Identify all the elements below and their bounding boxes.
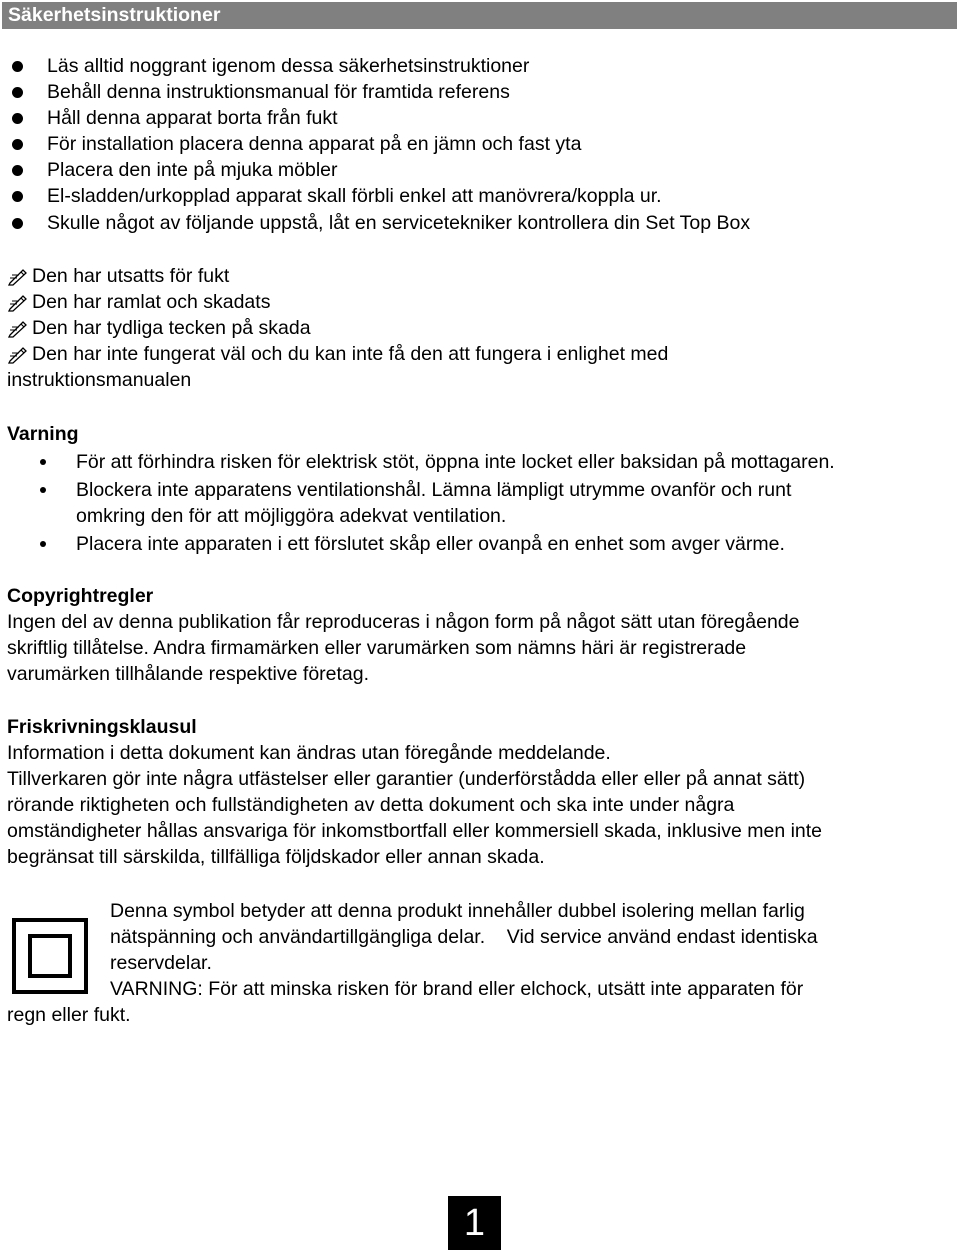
list-item: El-sladden/urkopplad apparat skall förbli enkel att manövrera/koppla ur. (47, 185, 662, 207)
paragraph-line: VARNING: För att minska risken för brand eller elchock, utsätt inte apparaten för (110, 978, 804, 1000)
paragraph-line: varumärken tillhålande respektive företag. (7, 663, 370, 685)
list-item: Håll denna apparat borta från fukt (47, 107, 338, 129)
paragraph-line: regn eller fukt. (7, 1004, 131, 1026)
bullet-icon (12, 113, 23, 124)
copyright-heading: Copyrightregler (7, 585, 154, 607)
disclaimer-heading: Friskrivningsklausul (7, 716, 197, 738)
section-title: Säkerhetsinstruktioner (2, 2, 957, 29)
paragraph-line: Tillverkaren gör inte några utfästelser eller garantier (underförstådda eller eller på annat sätt) (7, 768, 806, 790)
list-item: Behåll denna instruktionsmanual för framtida referens (47, 81, 510, 103)
pen-icon (8, 266, 30, 286)
paragraph-line: reservdelar. (110, 952, 212, 974)
paragraph-line: rörande riktigheten och fullständigheten av detta dokument och ska inte under några (7, 794, 735, 816)
paragraph-line: Ingen del av denna publikation får reproduceras i någon form på något sätt utan föregående (7, 611, 800, 633)
list-item: Placera inte apparaten i ett förslutet skåp eller ovanpå en enhet som avger värme. (76, 533, 785, 555)
pen-icon (8, 292, 30, 312)
bullet-icon (12, 165, 23, 176)
list-item: Blockera inte apparatens ventilationshål. Lämna lämpligt utrymme ovanför och runt (76, 479, 792, 501)
list-item-continuation: omkring den för att möjliggöra adekvat ventilation. (76, 505, 507, 527)
list-item: Den har inte fungerat väl och du kan inte få den att fungera i enlighet med (32, 343, 669, 365)
bullet-icon (12, 87, 23, 98)
list-item: Läs alltid noggrant igenom dessa säkerhetsinstruktioner (47, 55, 530, 77)
bullet-icon (12, 191, 23, 202)
bullet-icon (40, 487, 46, 493)
warning-heading: Varning (7, 423, 79, 445)
list-item: Den har utsatts för fukt (32, 265, 230, 287)
list-item: För installation placera denna apparat på en jämn och fast yta (47, 133, 582, 155)
pen-icon (8, 344, 30, 364)
paragraph-line: skriftlig tillåtelse. Andra firmamärken eller varumärken som nämns häri är registrerade (7, 637, 747, 659)
paragraph-line: Denna symbol betyder att denna produkt innehåller dubbel isolering mellan farlig (110, 900, 805, 922)
paragraph-line: begränsat till särskilda, tillfälliga följdskador eller annan skada. (7, 846, 545, 868)
list-item: Den har tydliga tecken på skada (32, 317, 311, 339)
double-insulation-inner-square (28, 934, 72, 978)
paragraph-line: nätspänning och användartillgängliga delar. Vid service använd endast identiska (110, 926, 818, 948)
bullet-icon (40, 541, 46, 547)
bullet-icon (40, 459, 46, 465)
bullet-icon (12, 218, 23, 229)
pen-icon (8, 318, 30, 338)
list-item: Placera den inte på mjuka möbler (47, 159, 338, 181)
list-item: För att förhindra risken för elektrisk stöt, öppna inte locket eller baksidan på mottagaren. (76, 451, 835, 473)
list-item-continuation: instruktionsmanualen (7, 369, 192, 391)
bullet-icon (12, 139, 23, 150)
bullet-icon (12, 61, 23, 72)
list-item: Skulle något av följande uppstå, låt en servicetekniker kontrollera din Set Top Box (47, 212, 751, 234)
paragraph-line: omständigheter hållas ansvariga för inkomstbortfall eller kommersiell skada, inklusive men inte (7, 820, 823, 842)
double-insulation-icon (12, 918, 88, 994)
page-number: 1 (448, 1196, 501, 1250)
list-item: Den har ramlat och skadats (32, 291, 271, 313)
paragraph-line: Information i detta dokument kan ändras utan föregånde meddelande. (7, 742, 611, 764)
